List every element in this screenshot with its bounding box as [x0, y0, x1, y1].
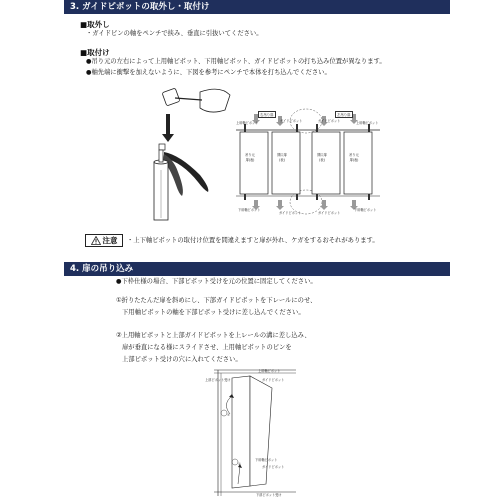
section4-text-3c: 上部ピボット受けの穴に入れてください。 — [122, 356, 242, 363]
lower-pivot-label-s4: 下用軸ピボット — [255, 458, 278, 462]
lower-receiver-label: 下部ピボット受け — [256, 493, 282, 497]
panel-label-4: 吊り元扉(表) — [349, 153, 359, 162]
removal-title: ■取外し — [80, 20, 110, 29]
right-hinge-door-label: 右吊り扉 — [260, 113, 274, 117]
caution-badge — [85, 234, 123, 247]
hammer-pliers-illustration — [130, 80, 240, 230]
upper-pivot-label-right: 上用軸ピボット — [356, 121, 379, 125]
left-hinge-door-label: 左吊り扉 — [337, 113, 351, 117]
lower-pivot-label-right: 下用軸ピボット — [354, 208, 377, 212]
section4-text-3b: 扉が垂直になる様にスライドさせ、上用軸ピボットのピンを — [122, 344, 292, 351]
install-text-2: ●軸先端に衝撃を加えないように、下図を参考にペンチで本体を打ち込んでください。 — [86, 69, 331, 76]
guide-pivot-label-right: ガイドピボット — [318, 119, 341, 123]
door-hanging-diagram — [210, 366, 300, 500]
section4-text-2a: ①折りたたんだ扉を斜めにし、下部ガイドピボットを下レールにのせ、 — [116, 297, 317, 304]
guide-pivot-bottom-left: ガイドピボット — [279, 211, 302, 215]
upper-pivot-label-s4: 上用軸ピボット — [258, 369, 281, 373]
section-3-header: 3. ガイドピボットの取外し・取付け — [64, 0, 450, 14]
lower-guide-label-s4: ガイドピボット — [262, 465, 285, 469]
panel-label-2: 開口扉(表) — [277, 153, 287, 162]
warning-icon — [91, 236, 101, 245]
caution-text: ・上下軸ピボットの取付け位置を間違えますと扉が外れ、ケガをするおそれがあります。 — [127, 237, 379, 244]
step-2-marker: ② — [227, 413, 230, 417]
section4-text-2b: 下用軸ピボットの軸を下部ピボット受けに差し込んでください。 — [122, 309, 305, 316]
section4-text-1: ●下枠仕様の場合、下部ピボット受けを元の位置に固定してください。 — [116, 278, 317, 285]
lower-pivot-label-left: 下用軸ピボット — [238, 208, 261, 212]
guide-pivot-label-s4: ガイドピボット — [262, 378, 285, 382]
panel-label-3: 開口扉(表) — [317, 153, 327, 162]
guide-pivot-bottom-right: ガイドピボット — [318, 211, 341, 215]
upper-receiver-label: 上部ピボット受け — [205, 378, 231, 382]
install-text-1: ●吊り元の左右によって上用軸ピボット、下用軸ピボット、ガイドピボットの打ち込み位置が異なります。 — [86, 58, 386, 65]
panel-label-1: 吊り元扉(表) — [245, 153, 255, 162]
removal-text: ・ガイドピンの軸をペンチで挟み、垂直に引抜いてください。 — [86, 30, 263, 37]
section-4-header: 4. 扉の吊り込み — [64, 262, 450, 276]
install-title: ■取付け — [80, 48, 110, 57]
upper-pivot-label-left: 上用軸ピボット — [236, 121, 259, 125]
section4-text-3a: ②上用軸ピボットと上部ガイドピボットを上レールの溝に差し込み、 — [116, 332, 311, 339]
step-1-marker: ① — [238, 462, 241, 466]
guide-pivot-label-left: ガイドピボット — [280, 119, 303, 123]
caution-label: 注意 — [102, 236, 118, 245]
